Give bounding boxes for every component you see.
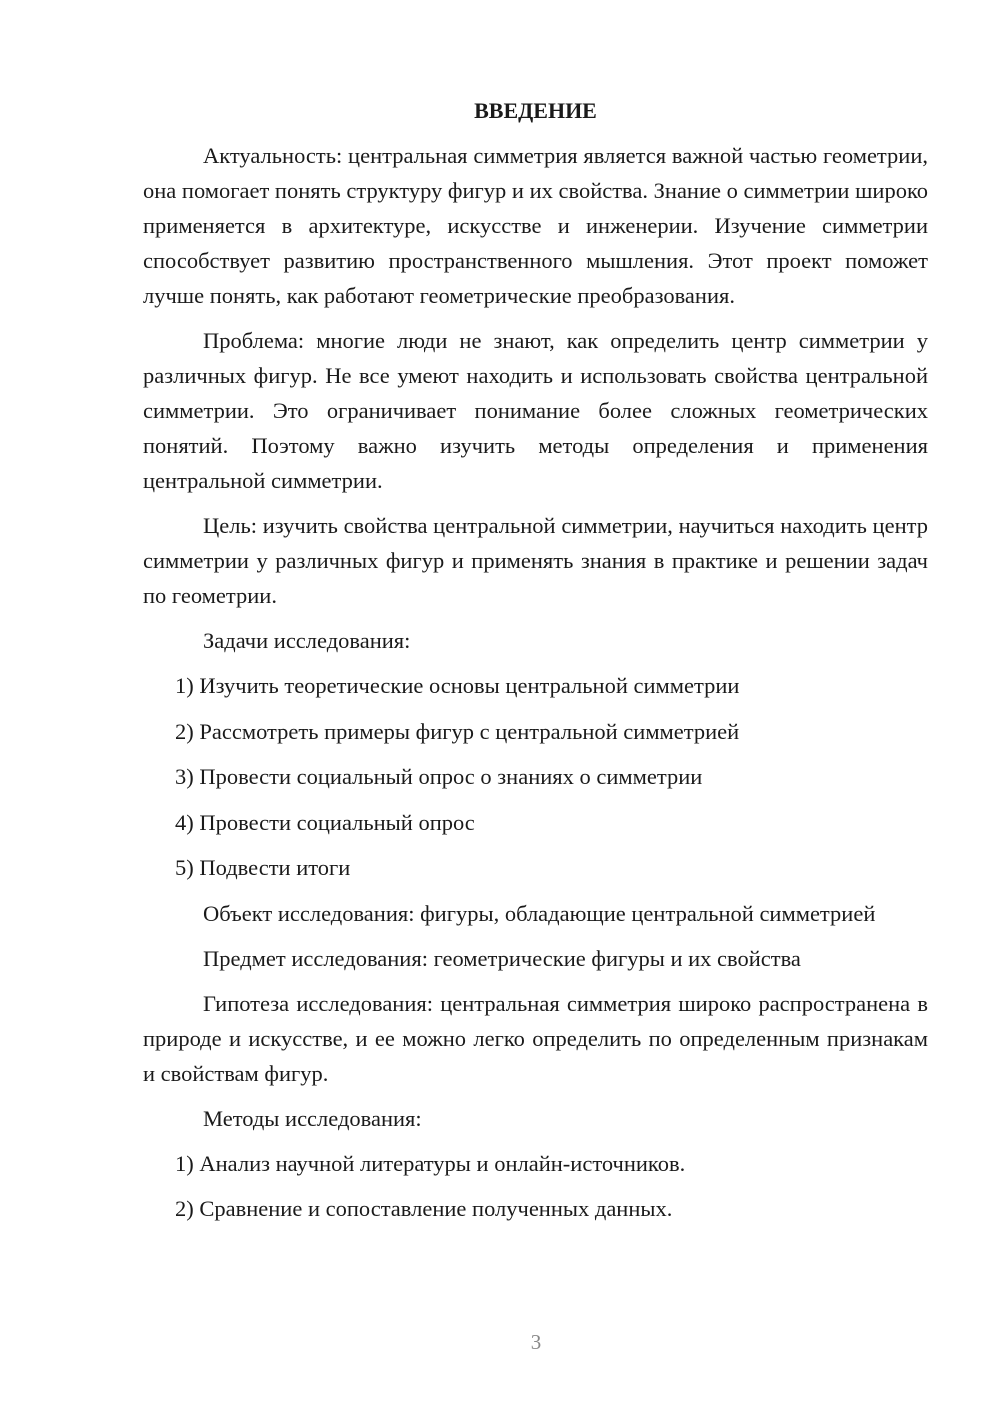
subject-paragraph: Предмет исследования: геометрические фигуры и их свойства	[203, 945, 801, 971]
tasks-list	[143, 668, 928, 885]
list-item: 2) Сравнение и сопоставление полученных данных.	[175, 1196, 673, 1221]
methods-heading: Методы исследования:	[203, 1105, 422, 1131]
tasks-heading: Задачи исследования:	[203, 628, 411, 653]
relevance-paragraph: Актуальность: центральная симметрия является важной частью геометрии, она помогает понять структуру фигур и их свойства. Знание о симметрии широко применяется в архитектуре, искусстве и инженерии. Изучение симметрии способствует развитию пространственного мышления. Этот проект поможет лучше понять, как работают геометрические преобразования.	[143, 143, 928, 308]
list-item: 1) Изучить теоретические основы центральной симметрии	[175, 673, 740, 698]
problem-paragraph: Проблема: многие люди не знают, как определить центр симметрии у различных фигур. Не все умеют находить и использовать свойства центральной симметрии. Это ограничивает понимание более сложных геометрических понятий. Поэтому важно изучить методы определения и применения центральной симметрии.	[143, 328, 928, 493]
list-item: 4) Провести социальный опрос	[175, 809, 475, 835]
document-page	[143, 96, 928, 1237]
methods-list	[143, 1146, 928, 1227]
page-number: 3	[530, 1330, 542, 1354]
list-item: 1) Анализ научной литературы и онлайн-источников.	[175, 1150, 686, 1176]
list-item: 3) Провести социальный опрос о знаниях о симметрии	[175, 764, 703, 789]
list-item: 2) Рассмотреть примеры фигур с центральной симметрией	[175, 718, 740, 744]
object-paragraph: Объект исследования: фигуры, обладающие центральной симметрией	[203, 900, 876, 926]
hypothesis-paragraph: Гипотеза исследования: центральная симметрия широко распространена в природе и искусстве, и ее можно легко определить по определенным признакам и свойствам фигур.	[143, 990, 928, 1086]
section-title: ВВЕДЕНИЕ	[474, 98, 597, 123]
list-item: 5) Подвести итоги	[175, 855, 351, 880]
goal-paragraph: Цель: изучить свойства центральной симметрии, научиться находить центр симметрии у различных фигур и применять знания в практике и решении задач по геометрии.	[143, 513, 928, 608]
